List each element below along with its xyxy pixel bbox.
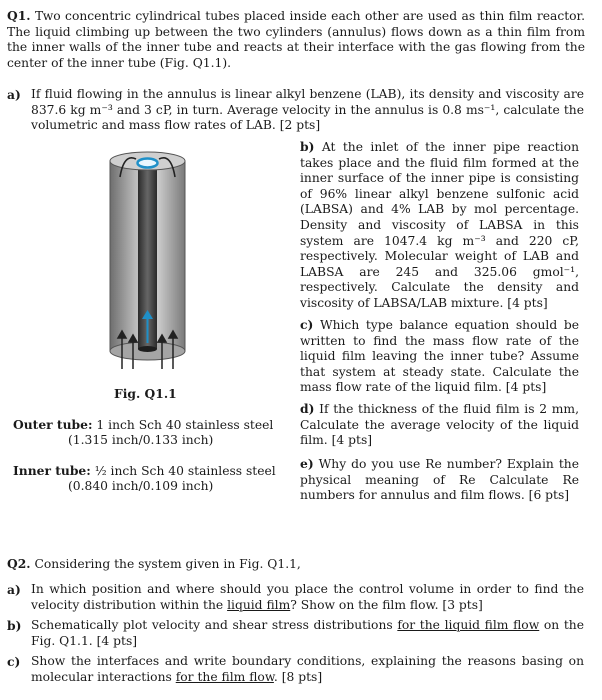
q1c-label: c) xyxy=(300,317,314,332)
q2-label: Q2. xyxy=(7,556,31,571)
inner-tube-dims: (0.840 inch/0.109 inch) xyxy=(68,479,214,493)
q2a-text-post: ? Show on the film flow. [3 pts] xyxy=(290,597,483,612)
q2b-text-post: on the Fig. Q1.1. [4 pts] xyxy=(31,618,584,648)
q1c-paragraph xyxy=(300,317,579,396)
q2a-text-underlined: liquid film xyxy=(227,597,291,612)
q2b-paragraph xyxy=(31,618,584,649)
figure-caption: Fig. Q1.1 xyxy=(114,386,177,401)
q2c-text-post: . [8 pts] xyxy=(273,669,323,684)
q2-intro-paragraph xyxy=(7,556,585,573)
inner-tube-label: Inner tube: xyxy=(13,463,91,478)
inner-tube-spec-text: ½ inch Sch 40 stainless steel xyxy=(94,464,276,478)
q1e-label: e) xyxy=(300,456,314,471)
inner-tube-spec xyxy=(13,463,283,480)
q1e-text: Why do you use Re number? Explain the physical meaning of Re Calculate Re numbers for annulus and film flows. [6 pts] xyxy=(300,457,579,503)
inner-tube-top xyxy=(138,159,158,168)
q1a-label: a) xyxy=(7,87,21,102)
q2b-text-pre: Schematically plot velocity and shear stress distributions xyxy=(31,618,398,632)
q1b-text: At the inlet of the inner pipe reaction takes place and the fluid film formed at the inner surface of the inner pipe is consisting of 96% linear alkyl benzene sulfonic acid (LABSA) and 4% LAB by mol percentage. Density and viscosity of LABSA in this system are 1047.4 kg m⁻³ and 220 cP, respectively. Molecular weight of LAB and LABSA are 245 and 325.06 gmol⁻¹, respectively. Calculate the density and viscosity of LABSA/LAB mixture. [4 pts] xyxy=(300,140,579,310)
outer-tube-spec xyxy=(13,417,283,434)
q2c-paragraph xyxy=(31,654,584,685)
q1c-text: Which type balance equation should be written to find the mass flow rate of the liquid film leaving the inner tube? Assume that system at steady state. Calculate the mass flow rate of the liquid film. [4 pts] xyxy=(300,318,579,395)
q2c-label: c) xyxy=(7,654,21,669)
q1b-paragraph xyxy=(300,139,579,312)
outer-tube-spec-text: 1 inch Sch 40 stainless steel xyxy=(96,418,274,432)
figure-q1-1 xyxy=(100,145,195,375)
q1d-label: d) xyxy=(300,401,315,416)
q2b-label: b) xyxy=(7,618,22,633)
q1d-paragraph xyxy=(300,401,579,449)
q2c-text-pre: Show the interfaces and write boundary conditions, explaining the reasons basing on molecular interactions xyxy=(31,654,584,684)
q2c-text-underlined: for the film flow xyxy=(175,669,274,684)
q2a-text-pre: In which position and where should you place the control volume in order to find the velocity distribution within the xyxy=(31,582,584,612)
q2b-text-underlined: for the liquid film flow xyxy=(397,618,540,632)
outer-tube-label: Outer tube: xyxy=(13,417,93,432)
q1-intro-paragraph xyxy=(7,8,585,71)
q1-label: Q1. xyxy=(7,8,31,23)
q2-intro-text: Considering the system given in Fig. Q1.1, xyxy=(34,557,301,571)
q1b-label: b) xyxy=(300,139,315,154)
outer-tube-dims: (1.315 inch/0.133 inch) xyxy=(68,433,214,447)
q1e-paragraph xyxy=(300,456,579,504)
q1d-text: If the thickness of the fluid film is 2 mm, Calculate the average velocity of the liquid film. [4 pts] xyxy=(300,402,579,448)
q1a-text: If fluid flowing in the annulus is linear alkyl benzene (LAB), its density and viscosity are 837.6 kg m⁻³ and 3 cP, in turn. Average velocity in the annulus is 0.8 ms⁻¹, calculate the volumetric and mass flow rates of LAB. [2 pts] xyxy=(31,87,584,133)
q2a-label: a) xyxy=(7,582,21,597)
q1-intro-text: Two concentric cylindrical tubes placed inside each other are used as thin film reactor. The liquid climbing up between the two cylinders (annulus) flows down as a thin film from the inner walls of the inner tube and reacts at their interface with the gas flowing from the center of the inner tube (Fig. Q1.1). xyxy=(7,9,585,70)
q2a-paragraph xyxy=(31,582,584,613)
